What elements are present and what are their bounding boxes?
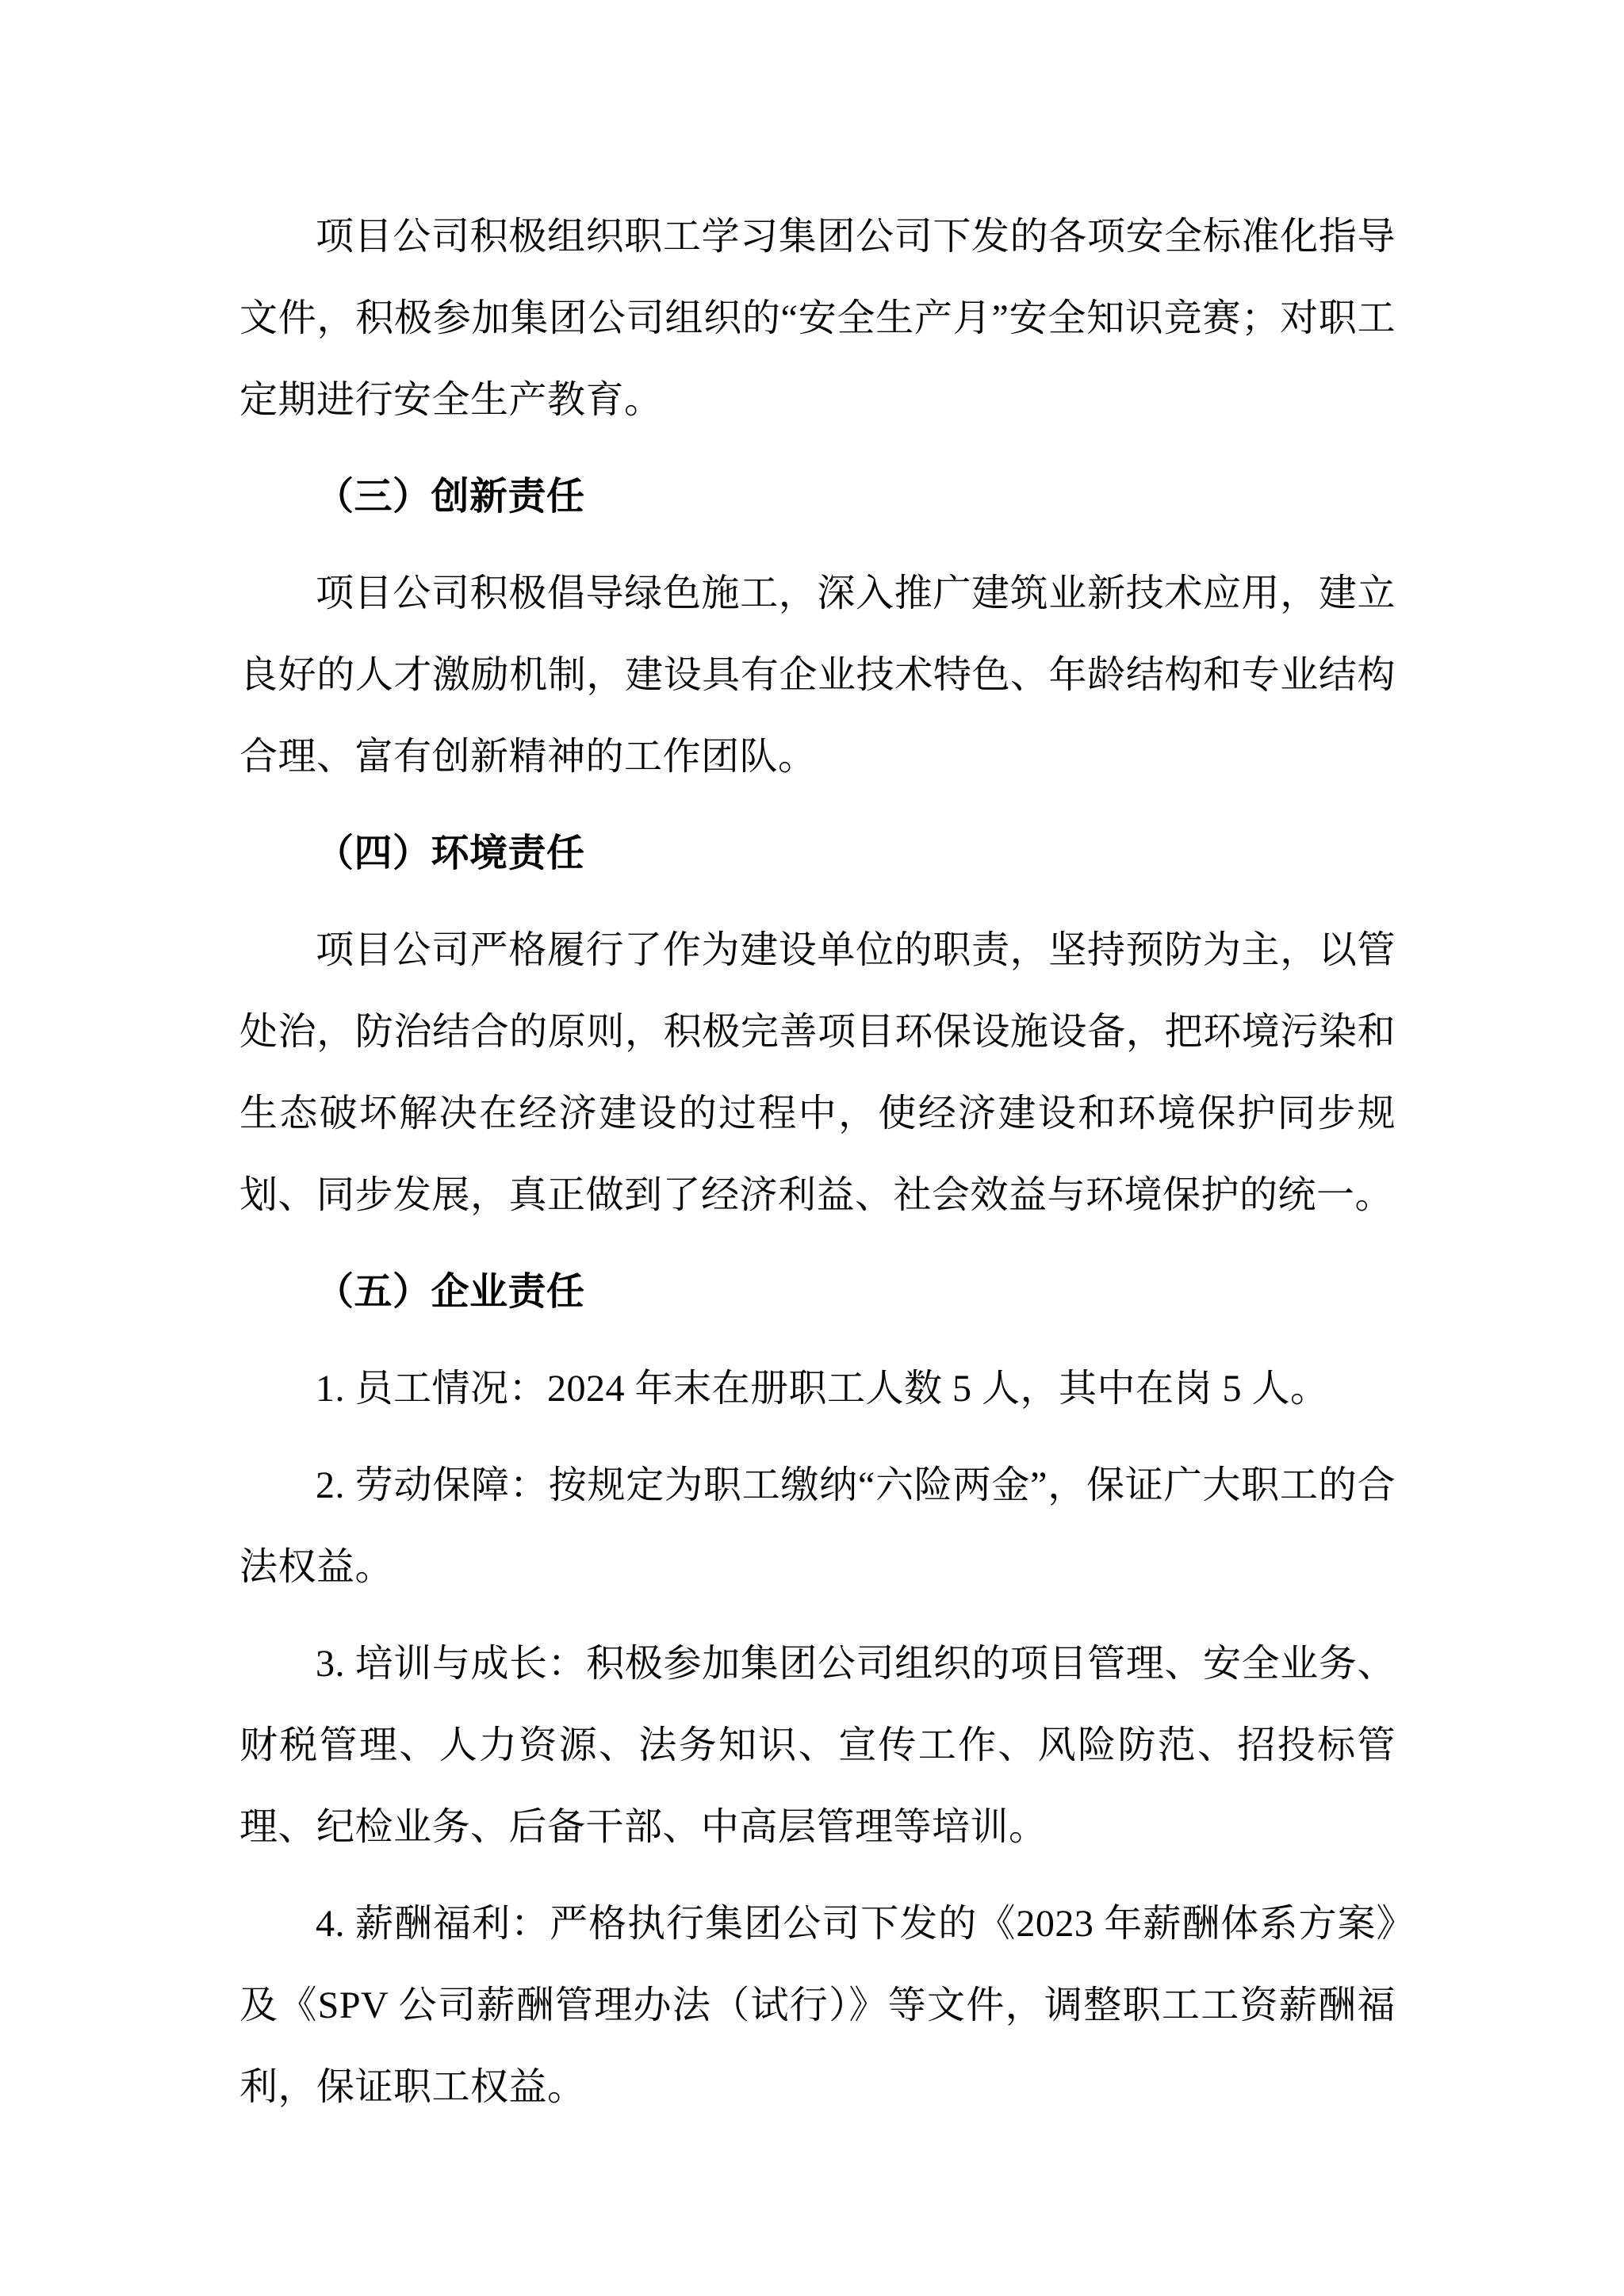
list-item-training-growth: 3. 培训与成长：积极参加集团公司组织的项目管理、安全业务、财税管理、人力资源、法务知识、宣传工作、风险防范、招投标管理、纪检业务、后备干部、中高层管理等培训。 bbox=[239, 1643, 1396, 1848]
list-item-compensation-welfare: 4. 薪酬福利：严格执行集团公司下发的《2023 年薪酬体系方案》及《SPV 公司薪酬管理办法（试行）》等文件，调整职工工资薪酬福利，保证职工权益。 bbox=[239, 1903, 1396, 2108]
heading-environment-responsibility: （四）环境责任 bbox=[316, 832, 585, 874]
heading-innovation-responsibility: （三）创新责任 bbox=[316, 476, 585, 518]
document-body-text bbox=[239, 196, 1396, 2143]
heading-enterprise-responsibility: （五）企业责任 bbox=[316, 1271, 585, 1313]
list-item-labor-protection: 2. 劳动保障：按规定为职工缴纳“六险两金”，保证广大职工的合法权益。 bbox=[239, 1464, 1396, 1588]
list-item-employee-status: 1. 员工情况：2024 年末在册职工人数 5 人，其中在岗 5 人。 bbox=[316, 1368, 1329, 1410]
paragraph-safety-training: 项目公司积极组织职工学习集团公司下发的各项安全标准化指导文件，积极参加集团公司组织的“安全生产月”安全知识竞赛；对职工定期进行安全生产教育。 bbox=[239, 216, 1396, 421]
paragraph-innovation: 项目公司积极倡导绿色施工，深入推广建筑业新技术应用，建立良好的人才激励机制，建设具有企业技术特色、年龄结构和专业结构合理、富有创新精神的工作团队。 bbox=[239, 572, 1396, 778]
paragraph-environment: 项目公司严格履行了作为建设单位的职责，坚持预防为主，以管处治，防治结合的原则，积极完善项目环保设施设备，把环境污染和生态破坏解决在经济建设的过程中，使经济建设和环境保护同步规划、同步发展，真正做到了经济利益、社会效益与环境保护的统一。 bbox=[239, 929, 1396, 1216]
